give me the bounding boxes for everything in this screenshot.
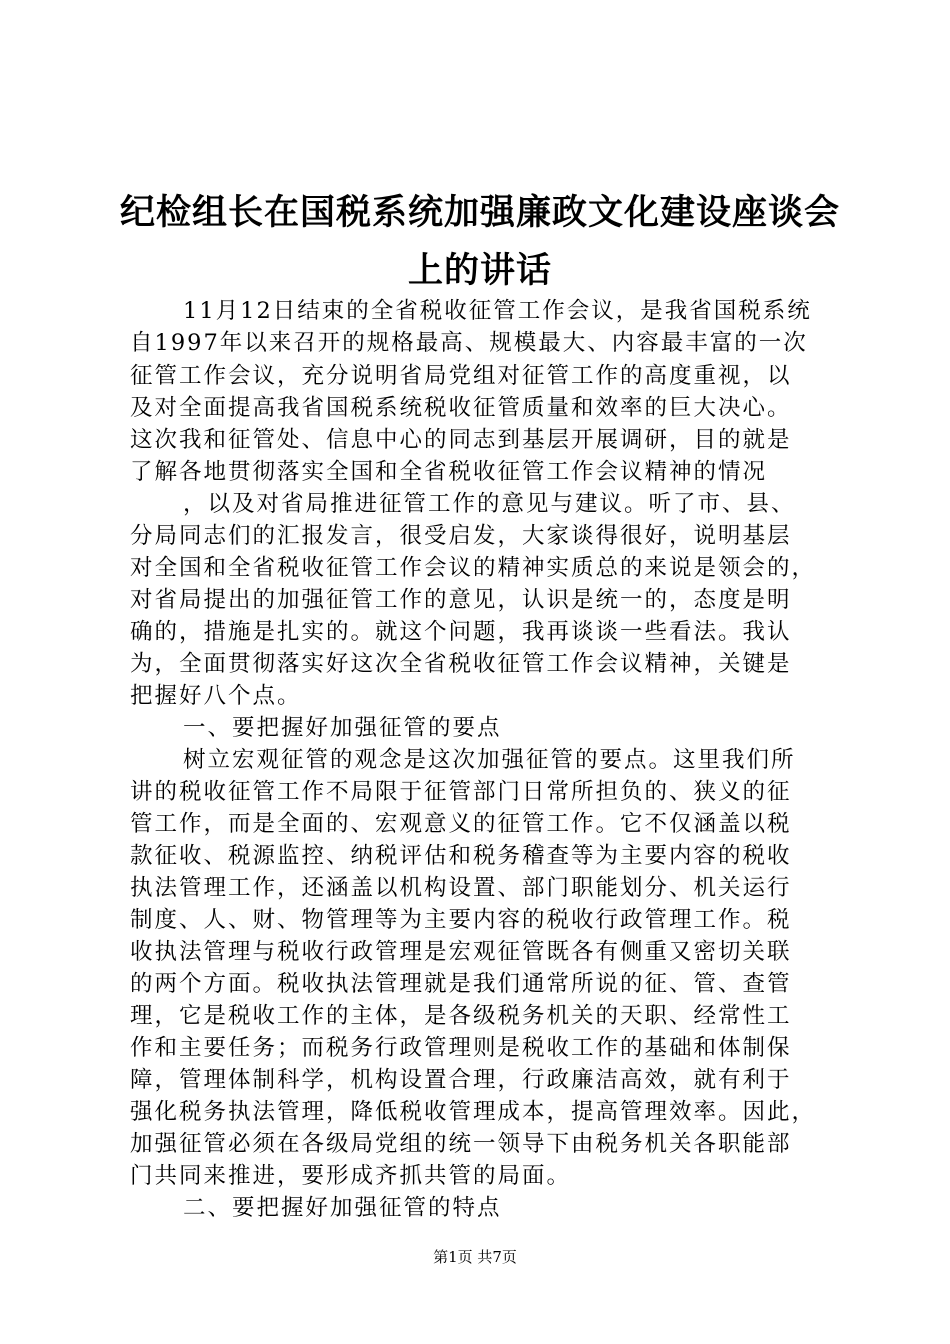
page-footer: 第1页 共7页 [433, 1248, 517, 1266]
body-line: 收执法管理与税收行政管理是宏观征管既各有侧重又密切关联 [130, 939, 792, 965]
body-line: 这次我和征管处、信息中心的同志到基层开展调研，目的就是 [130, 427, 792, 453]
body-line: 11月12日结束的全省税收征管工作会议，是我省国税系统 [183, 298, 812, 324]
document-title-line-2: 上的讲话 [407, 251, 552, 291]
body-line: 讲的税收征管工作不局限于征管部门日常所担负的、狭义的征 [130, 779, 792, 805]
body-line: 门共同来推进，要形成齐抓共管的局面。 [130, 1163, 572, 1189]
body-line: 征管工作会议，充分说明省局党组对征管工作的高度重视，以 [130, 363, 792, 389]
body-line: 强化税务执法管理，降低税收管理成本，提高管理效率。因此， [130, 1099, 817, 1125]
body-line: 树立宏观征管的观念是这次加强征管的要点。这里我们所 [183, 747, 796, 773]
body-line: 自1997年以来召开的规格最高、规模最大、内容最丰富的一次 [130, 330, 808, 356]
body-line: 分局同志们的汇报发言，很受启发，大家谈得很好，说明基层 [130, 523, 792, 549]
body-line: 确的，措施是扎实的。就这个问题，我再谈谈一些看法。我认 [130, 619, 792, 645]
body-line: 为，全面贯彻落实好这次全省税收征管工作会议精神，关键是 [130, 651, 792, 677]
body-line: 障，管理体制科学，机构设置合理，行政廉洁高效，就有利于 [130, 1067, 792, 1093]
body-line: 及对全面提高我省国税系统税收征管质量和效率的巨大决心。 [130, 395, 792, 421]
body-line: 作和主要任务；而税务行政管理则是税收工作的基础和体制保 [130, 1035, 792, 1061]
body-line: 管工作，而是全面的、宏观意义的征管工作。它不仅涵盖以税 [130, 811, 792, 837]
body-line: 执法管理工作，还涵盖以机构设置、部门职能划分、机关运行 [130, 875, 792, 901]
body-line: 加强征管必须在各级局党组的统一领导下由税务机关各职能部 [130, 1131, 792, 1157]
section-heading: 二、要把握好加强征管的特点 [183, 1195, 502, 1221]
body-line: 对全国和全省税收征管工作会议的精神实质总的来说是领会的， [130, 555, 817, 581]
section-heading: 一、要把握好加强征管的要点 [183, 715, 502, 741]
body-line: 制度、人、财、物管理等为主要内容的税收行政管理工作。税 [130, 907, 792, 933]
document-title-line-1: 纪检组长在国税系统加强廉政文化建设座谈会 [120, 193, 841, 233]
body-line: 理，它是税收工作的主体，是各级税务机关的天职、经常性工 [130, 1003, 792, 1029]
body-line: 了解各地贯彻落实全国和全省税收征管工作会议精神的情况 [130, 459, 768, 485]
body-line: ，以及对省局推进征管工作的意见与建议。听了市、县、 [183, 491, 796, 517]
body-line: 款征收、税源监控、纳税评估和税务稽查等为主要内容的税收 [130, 843, 792, 869]
body-line: 对省局提出的加强征管工作的意见，认识是统一的，态度是明 [130, 587, 792, 613]
body-line: 的两个方面。税收执法管理就是我们通常所说的征、管、查管 [130, 971, 792, 997]
body-line: 把握好八个点。 [130, 683, 302, 709]
